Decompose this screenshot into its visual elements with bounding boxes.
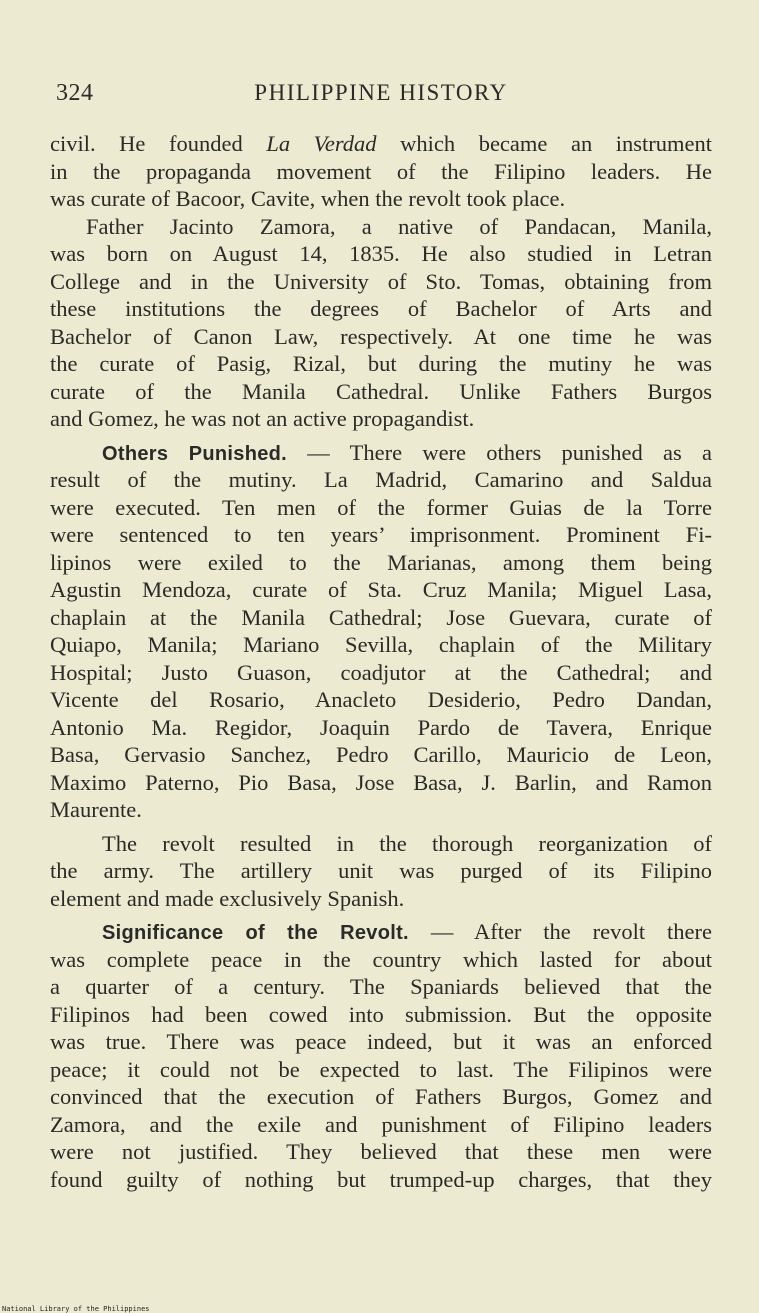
text-line: Zamora, and the exile and punishment of Filipino leaders [50, 1111, 712, 1137]
text-line: Agustin Mendoza, curate of Sta. Cruz Manila; Miguel Lasa, [50, 577, 712, 602]
text-line: Vicente del Rosario, Anacleto Desiderio, Pedro Dandan, [50, 687, 712, 712]
text-line: was true. There was peace indeed, but it was an enforced [50, 1029, 712, 1054]
text-line: was complete peace in the country which lasted for about [50, 946, 712, 972]
text-line: The revolt resulted in the thorough reorganization of [102, 830, 712, 856]
text-line: in the propaganda movement of the Filipino leaders. He [50, 158, 712, 184]
text-line: was curate of Bacoor, Cavite, when the revolt took place. [50, 186, 566, 211]
text-line: Antonio Ma. Regidor, Joaquin Pardo de Tavera, Enrique [50, 714, 712, 740]
library-watermark: National Library of the Philippines [2, 1305, 150, 1313]
title-la-verdad: La Verdad [266, 131, 377, 156]
text-line: Bachelor of Canon Law, respectively. At one time he was [50, 323, 712, 349]
subheading-others-punished: Others Punished. [102, 442, 288, 465]
text-line: were executed. Ten men of the former Guias de la Torre [50, 494, 712, 520]
text-line: civil. He founded La Verdad which became an instrument [50, 131, 713, 156]
text-line: Maurente. [50, 797, 142, 822]
text-line: Filipinos had been cowed into submission. But the opposite [50, 1001, 712, 1027]
text-line: Significance of the Revolt. — After the revolt there [102, 919, 713, 944]
running-title: PHILIPPINE HISTORY [254, 80, 508, 105]
text-line: Father Jacinto Zamora, a native of Pandacan, Manila, [86, 213, 712, 239]
text-line: Others Punished. — There were others punished as a [102, 439, 712, 465]
text-line: convinced that the execution of Fathers Burgos, Gomez and [50, 1084, 712, 1109]
text-line: College and in the University of Sto. Tomas, obtaining from [50, 268, 712, 294]
text-line: peace; it could not be expected to last. The Filipinos were [50, 1056, 712, 1082]
text-line: Quiapo, Manila; Mariano Sevilla, chaplain of the Military [50, 632, 712, 657]
subheading-significance: Significance of the Revolt. [102, 922, 409, 944]
text-line: chaplain at the Manila Cathedral; Jose Guevara, curate of [50, 604, 712, 630]
text-line: result of the mutiny. La Madrid, Camarino and Saldua [50, 467, 712, 492]
body-text [50, 130, 712, 1193]
text-line: was born on August 14, 1835. He also studied in Letran [50, 241, 712, 266]
text-line: these institutions the degrees of Bachelor of Arts and [50, 296, 712, 321]
text-line: the curate of Pasig, Rizal, but during the mutiny he was [50, 351, 712, 376]
text-line: element and made exclusively Spanish. [50, 885, 405, 911]
text-line: the army. The artillery unit was purged of its Filipino [50, 858, 712, 883]
text-line: were sentenced to ten years’ imprisonment. Prominent Fi- [50, 522, 712, 547]
text-line: curate of the Manila Cathedral. Unlike Fathers Burgos [50, 378, 712, 404]
text-line: and Gomez, he was not an active propagandist. [50, 406, 475, 431]
page-number: 324 [56, 80, 94, 106]
page-header [56, 80, 706, 114]
text-line: Basa, Gervasio Sanchez, Pedro Carillo, Mauricio de Leon, [50, 742, 712, 767]
text-line: a quarter of a century. The Spaniards believed that the [50, 974, 712, 999]
text-line: Maximo Paterno, Pio Basa, Jose Basa, J. Barlin, and Ramon [50, 769, 712, 795]
text-line: found guilty of nothing but trumped-up charges, that they [50, 1166, 712, 1192]
text-line: Hospital; Justo Guason, coadjutor at the Cathedral; and [50, 659, 712, 685]
text-line: lipinos were exiled to the Marianas, among them being [50, 549, 712, 575]
text-line: were not justified. They believed that these men were [50, 1139, 712, 1164]
